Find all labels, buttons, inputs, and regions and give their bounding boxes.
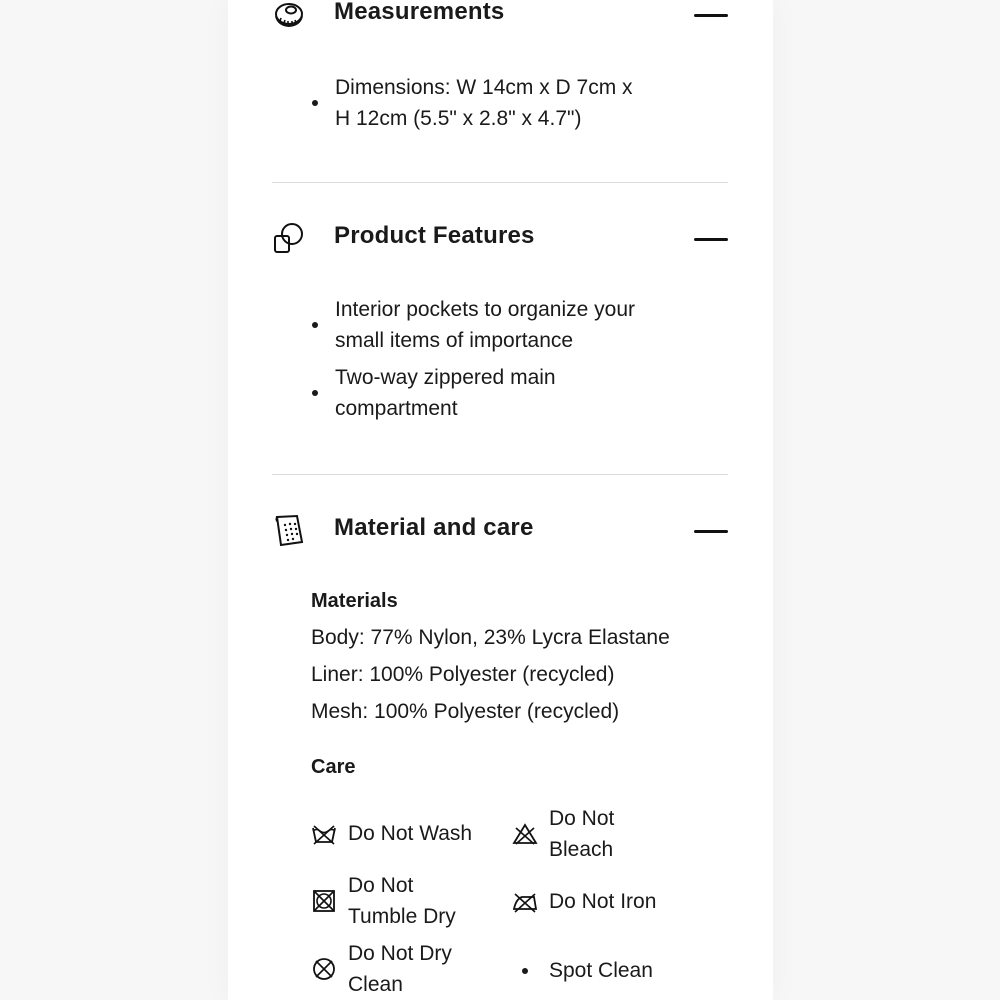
material-care-header[interactable] <box>272 512 728 552</box>
care-item-do-not-tumble-dry <box>310 870 480 932</box>
do-not-iron-icon <box>511 888 539 916</box>
care-item-do-not-bleach <box>511 803 621 865</box>
minus-icon <box>694 530 728 533</box>
do-not-wash-icon <box>310 820 338 848</box>
bullet-icon <box>511 957 539 985</box>
care-label: Do Not Dry Clean <box>348 942 452 996</box>
measurements-header[interactable] <box>272 0 728 36</box>
fabric-swatch-icon <box>272 512 308 548</box>
care-item-do-not-iron <box>511 886 656 917</box>
material-care-section <box>272 512 728 779</box>
material-line: Liner: 100% Polyester (recycled) <box>311 663 615 686</box>
do-not-dry-clean-icon <box>310 955 338 983</box>
minus-icon <box>694 238 728 241</box>
measurements-list <box>272 72 652 134</box>
list-item: Dimensions: W 14cm x D 7cm x H 12cm (5.5" x 2.8" x 4.7") <box>272 72 652 134</box>
material-line: Body: 77% Nylon, 23% Lycra Elastane <box>311 626 670 649</box>
product-features-header[interactable] <box>272 220 728 260</box>
product-features-title: Product Features <box>334 222 535 249</box>
care-item-do-not-dry-clean <box>310 938 470 1000</box>
product-features-section <box>272 220 728 430</box>
care-instructions-grid <box>310 800 690 1000</box>
minus-icon <box>694 14 728 17</box>
care-label: Spot Clean <box>549 959 653 982</box>
care-item-do-not-wash <box>310 818 472 849</box>
measuring-tape-icon <box>272 0 308 32</box>
care-item-spot-clean <box>511 955 653 986</box>
do-not-tumble-dry-icon <box>310 887 338 915</box>
measurements-collapse-button[interactable] <box>694 10 728 20</box>
measurements-title: Measurements <box>334 0 505 25</box>
overlapping-shapes-icon <box>272 220 308 256</box>
measurements-section <box>272 0 728 140</box>
divider <box>272 474 728 475</box>
do-not-bleach-icon <box>511 820 539 848</box>
material-care-collapse-button[interactable] <box>694 526 728 536</box>
list-item: Two-way zippered main compartment <box>272 362 652 424</box>
care-label: Do Not Wash <box>348 822 473 845</box>
care-heading: Care <box>311 756 356 778</box>
material-care-title: Material and care <box>334 514 534 541</box>
product-features-collapse-button[interactable] <box>694 234 728 244</box>
material-line: Mesh: 100% Polyester (recycled) <box>311 700 620 723</box>
list-item: Interior pockets to organize your small items of importance <box>272 294 652 356</box>
care-label: Do Not Bleach <box>549 807 615 861</box>
materials-block <box>311 590 728 779</box>
care-label: Do Not Iron <box>549 890 657 913</box>
care-label: Do Not Tumble Dry <box>348 874 456 928</box>
product-details-panel <box>228 0 773 1000</box>
divider <box>272 182 728 183</box>
features-list <box>272 294 652 424</box>
materials-heading: Materials <box>311 590 398 612</box>
